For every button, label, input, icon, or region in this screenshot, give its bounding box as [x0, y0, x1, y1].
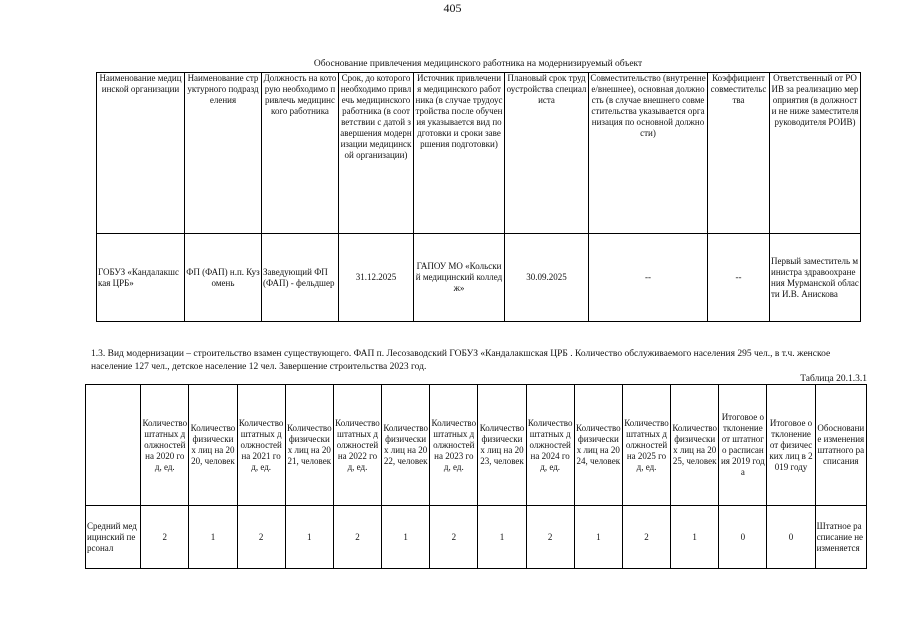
table2-cell: 2 — [333, 506, 381, 569]
table2-header-cell: Количество физических лиц на 2022, человек — [382, 385, 430, 506]
table1-header-cell: Ответственный от РОИВ за реализацию мероприятия (в должности не ниже заместителя руководителя РОИВ) — [770, 73, 861, 234]
table2-header-cell: Количество физических лиц на 2021, человек — [285, 385, 333, 506]
table1-cell: 30.09.2025 — [505, 234, 589, 322]
table1-header-cell: Наименование структурного подразделения — [185, 73, 262, 234]
table1-cell: -- — [589, 234, 708, 322]
table1-row — [97, 234, 861, 322]
page-number: 405 — [443, 1, 462, 15]
table1-cell: 31.12.2025 — [339, 234, 414, 322]
table2-cell: Штатное расписание не изменяется — [815, 506, 866, 569]
table2-cell: 2 — [526, 506, 574, 569]
table1-header-row — [97, 73, 861, 234]
table2-header-cell: Количество физических лиц на 2025, человек — [671, 385, 719, 506]
table1-header-cell: Совместительство (внутреннее/внешнее), основная должность (в случае внешнего совместительства указывается организация по основной должности) — [589, 73, 708, 234]
table1-caption: Обоснование привлечения медицинского работника на модернизируемый объект — [313, 59, 643, 69]
table1-cell: Первый заместитель министра здравоохранения Мурманской области И.В. Анискова — [770, 234, 861, 322]
table2-cell: 1 — [382, 506, 430, 569]
table1-header-cell: Плановый срок трудоустройства специалиста — [505, 73, 589, 234]
table1-cell: ГАПОУ МО «Кольский медицинский колледж» — [414, 234, 505, 322]
table1-cell: ГОБУЗ «Кандалакшская ЦРБ» — [97, 234, 185, 322]
table2-row — [86, 506, 867, 569]
table1-cell: -- — [708, 234, 770, 322]
table2-header-cell: Количество штатных должностей на 2022 год, ед. — [333, 385, 381, 506]
modernization-paragraph: 1.3. Вид модернизации – строительство взамен существующего. ФАП п. Лесозаводский ГОБУЗ «Кандалакшская ЦРБ . Количество обслуживаемого населения 295 чел., в т.ч. женское население 127 чел., детское население 12 чел. Завершение строительства 2023 год. — [91, 349, 831, 372]
table2-cell: 0 — [719, 506, 767, 569]
table2-cell: 1 — [189, 506, 237, 569]
staff-justification-table — [96, 72, 861, 322]
table2-header-cell: Количество штатных должностей на 2020 год, ед. — [141, 385, 189, 506]
table1-header-cell: Коэффициент совместительства — [708, 73, 770, 234]
table2-cell: 1 — [574, 506, 622, 569]
table1-header-cell: Должность на которую необходимо привлечь медицинского работника — [262, 73, 339, 234]
table2-cell: 1 — [478, 506, 526, 569]
table2-header-cell: Количество штатных должностей на 2023 год, ед. — [430, 385, 478, 506]
table2-header-cell: Количество физических лиц на 2020, человек — [189, 385, 237, 506]
table2-header-cell: Количество штатных должностей на 2024 год, ед. — [526, 385, 574, 506]
table2-header-cell: Количество штатных должностей на 2021 год, ед. — [237, 385, 285, 506]
staffing-table — [85, 384, 867, 569]
table2-header-cell: Количество штатных должностей на 2025 год, ед. — [622, 385, 670, 506]
table2-cell: 2 — [141, 506, 189, 569]
table2-header-cell: Количество физических лиц на 2024, человек — [574, 385, 622, 506]
table2-header-row — [86, 385, 867, 506]
table1-header-cell: Срок, до которого необходимо привлечь медицинского работника (в соответствии с датой завершения модернизации медицинской организации) — [339, 73, 414, 234]
table2-header-cell: Количество физических лиц на 2023, человек — [478, 385, 526, 506]
table2-cell: 2 — [237, 506, 285, 569]
table2-cell: 2 — [430, 506, 478, 569]
table1-cell: Заведующий ФП(ФАП) - фельдшер — [262, 234, 339, 322]
table2-header-cell: Итоговое отклонение от физических лиц в 2019 году — [767, 385, 815, 506]
table2-header-cell — [86, 385, 141, 506]
table2-cell: 1 — [285, 506, 333, 569]
table2-header-cell: Итоговое отклонение от штатного расписания 2019 года — [719, 385, 767, 506]
table1-header-cell: Источник привлечения медицинского работника (в случае трудоустройства после обучения указывается вид подготовки и сроки завершения подготовки) — [414, 73, 505, 234]
table2-cell: 0 — [767, 506, 815, 569]
table2-caption: Таблица 20.1.3.1 — [800, 374, 867, 384]
table2-cell: 1 — [671, 506, 719, 569]
table2-cell: Средний медицинский персонал — [86, 506, 141, 569]
table2-cell: 2 — [622, 506, 670, 569]
table1-header-cell: Наименование медицинской организации — [97, 73, 185, 234]
table1-cell: ФП (ФАП) н.п. Кузомень — [185, 234, 262, 322]
table2-header-cell: Обоснование изменения штатного расписания — [815, 385, 866, 506]
